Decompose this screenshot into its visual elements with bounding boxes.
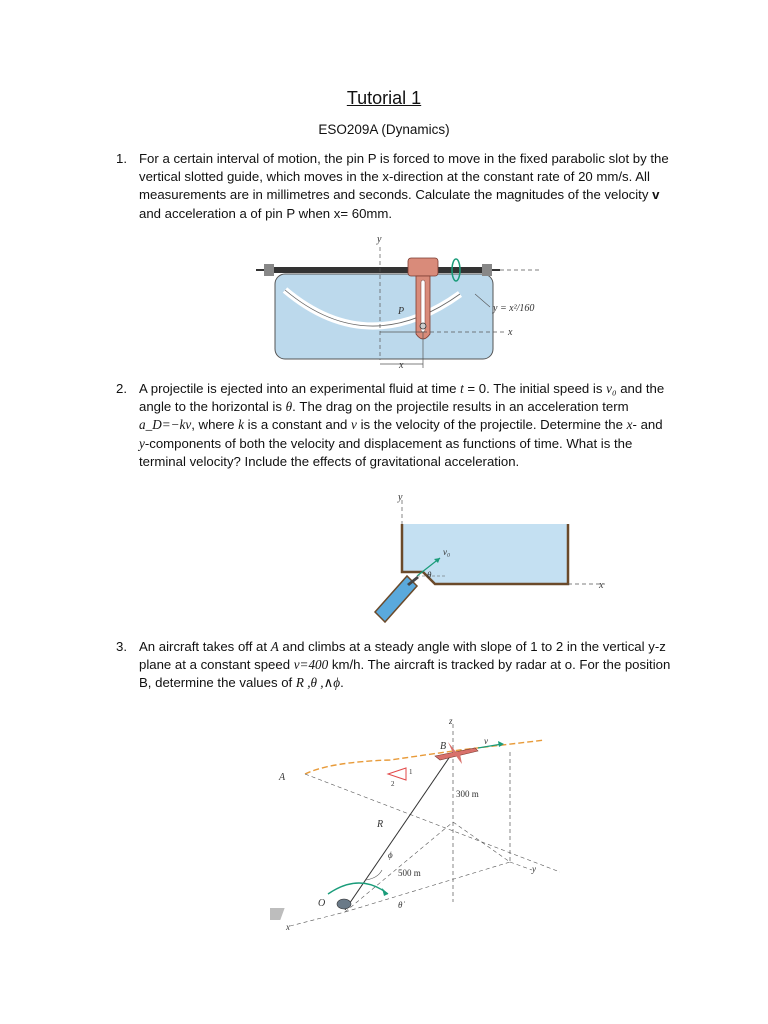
velocity-arrow: [478, 744, 502, 748]
phi-label: ϕ: [388, 850, 393, 860]
slider-head: [408, 258, 438, 276]
radar-base: [270, 908, 285, 920]
v-label: v: [484, 736, 488, 746]
course-subtitle: ESO209A (Dynamics): [318, 122, 450, 137]
figure-aircraft-radar: [270, 712, 560, 937]
rod-left-end: [264, 264, 274, 276]
question-3: [116, 638, 676, 693]
b-label: B: [440, 741, 447, 752]
x-axis-label: x: [599, 580, 604, 591]
y-axis-label: y: [398, 492, 403, 503]
slot-block: [275, 274, 493, 359]
question-text: An aircraft takes off at A and climbs at a steady angle with slope of 1 to 2 in the vertical y-z plane at a constant speed v=400 km/h. The aircraft is tracked by radar at o. For the position B, determine the values of R ,θ ,∧ϕ.: [139, 639, 671, 691]
radar-dish: [337, 899, 351, 909]
y-axis-label: y: [377, 234, 382, 245]
y-axis-label: y: [532, 864, 536, 874]
r-label: R: [377, 819, 384, 830]
question-text: A projectile is ejected into an experimental fluid at time t = 0. The initial speed is v₀ and the angle to the horizontal is θ. The drag on the projectile results in an acceleration term a_D=−kv, where k is a constant and v is the velocity of the projectile. Determine the x- and y-components of both the velocity and displacement as functions of time. What is the terminal velocity? Include the effects of gravitational acceleration.: [139, 381, 665, 469]
question-1: [116, 150, 676, 223]
slope-2: 2: [391, 780, 395, 788]
figure-fluid-tank: [355, 492, 615, 624]
o-label: O: [318, 898, 326, 909]
x-axis-label: x: [286, 922, 290, 932]
slope-1: 1: [409, 768, 413, 776]
thetadot-label: θ̇: [398, 900, 403, 910]
rod-right-end: [482, 264, 492, 276]
a-label: A: [279, 772, 286, 783]
v0-label: v₀: [443, 547, 451, 557]
page-title: Tutorial 1: [346, 88, 422, 108]
flight-path: [305, 740, 545, 774]
figure-parabolic-slot: [250, 232, 550, 372]
height-label: 300 m: [456, 789, 479, 799]
question-number: 2.: [116, 381, 127, 396]
pin-p: [420, 323, 426, 329]
curve-label: y = x²/160: [493, 303, 535, 314]
question-number: 1.: [116, 151, 127, 166]
question-number: 3.: [116, 639, 127, 654]
theta-label: θ: [427, 570, 432, 580]
x-axis-label: x: [508, 327, 513, 338]
z-axis-label: z: [449, 716, 453, 726]
slope-triangle: [388, 768, 406, 780]
question-2: [116, 380, 676, 471]
p-label: P: [398, 306, 405, 317]
theta-dot-arrow: [328, 883, 388, 894]
dist-label: 500 m: [398, 868, 421, 878]
question-text: For a certain interval of motion, the pin P is forced to move in the fixed parabolic slot by the vertical slotted guide, which moves in the x-direction at the constant rate of 20 mm/s. All measurements are in millimetres and seconds. Calculate the magnitudes of the velocity v and acceleration a of pin P when x= 60mm.: [139, 151, 669, 221]
range-line-r: [345, 752, 453, 910]
x-dim-label: x: [399, 360, 404, 371]
